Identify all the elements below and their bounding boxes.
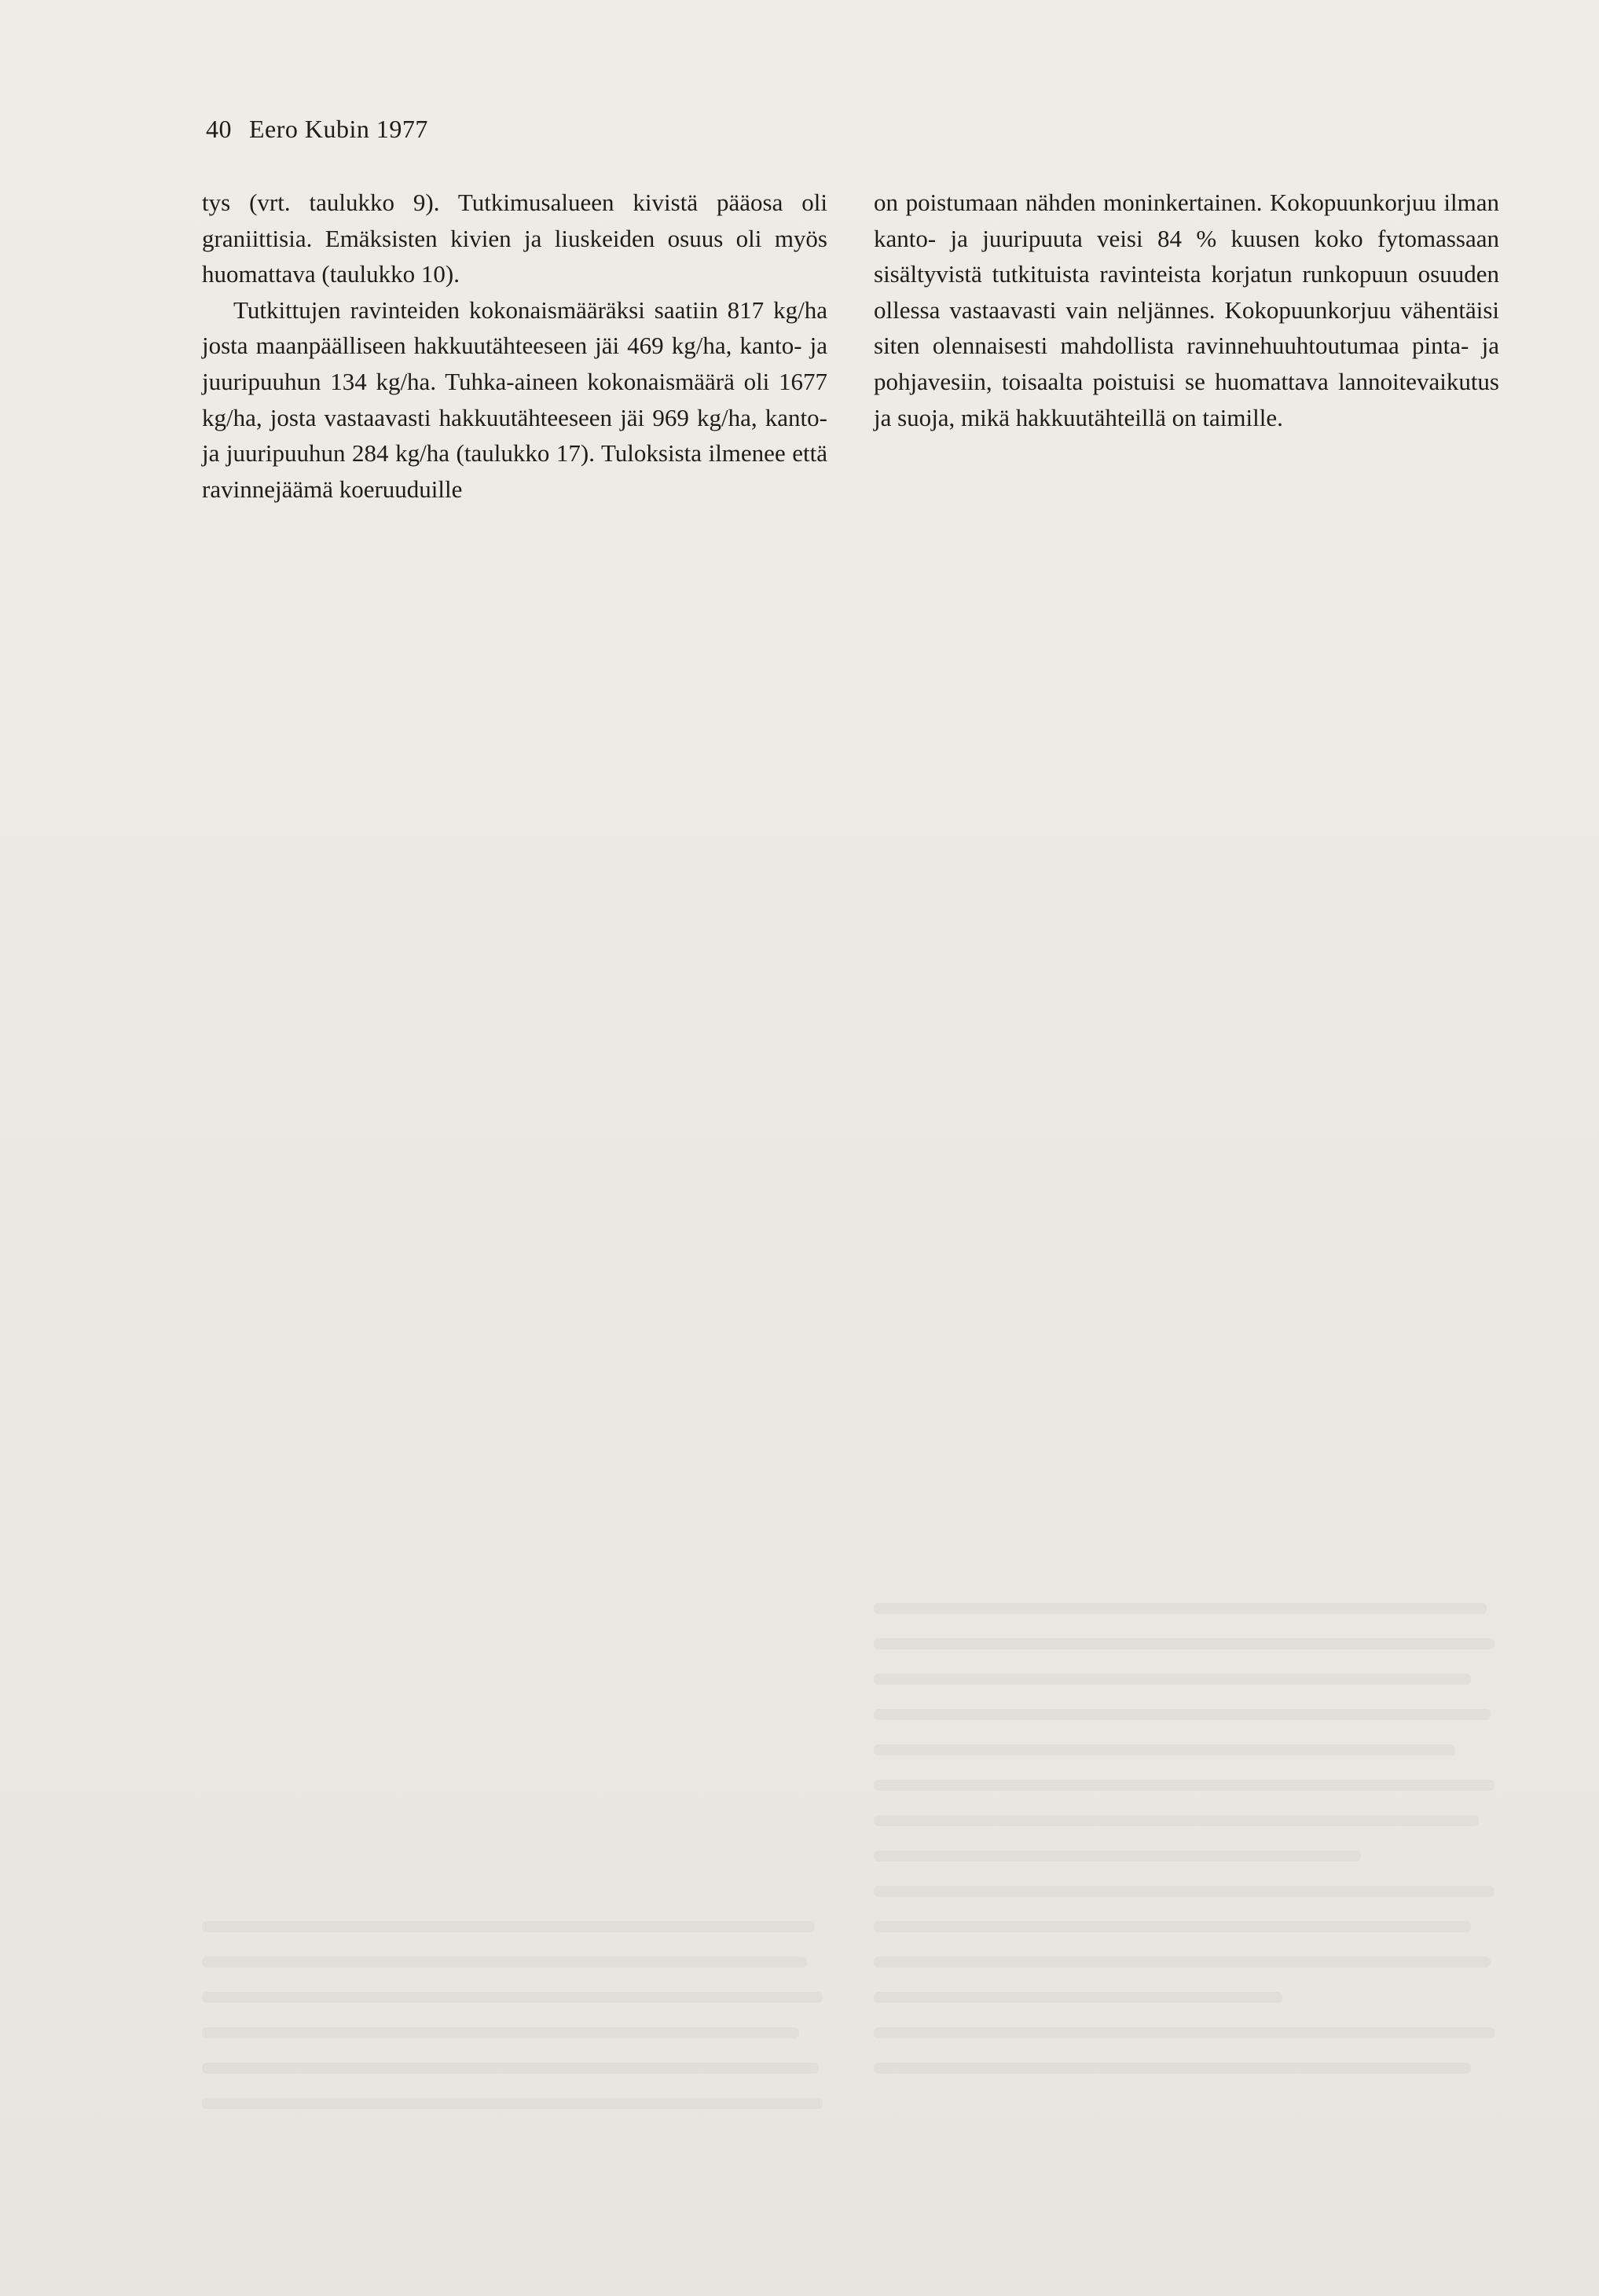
- paragraph: tys (vrt. taulukko 9). Tutkimusalueen kivistä pääosa oli graniittisia. Emäksisten kivien ja liuskeiden osuus oli myös huomattava (taulukko 10).: [202, 189, 827, 288]
- show-through-line: [202, 2027, 799, 2038]
- left-column: [202, 185, 827, 507]
- page-number: 40: [206, 115, 232, 143]
- show-through-line: [874, 1850, 1361, 1861]
- show-through-line: [874, 1744, 1455, 1755]
- show-through-line: [202, 2098, 823, 2109]
- running-header: [206, 115, 428, 144]
- show-through-line: [202, 1921, 815, 1932]
- show-through-line: [874, 1992, 1282, 2003]
- show-through-line: [202, 2063, 819, 2074]
- show-through-line: [874, 1886, 1494, 1897]
- show-through-line: [874, 1957, 1491, 1968]
- show-through-line: [874, 1674, 1471, 1685]
- show-through-line: [874, 1709, 1491, 1720]
- show-through-line: [874, 1780, 1494, 1791]
- show-through-line: [874, 2027, 1494, 2038]
- paragraph: on poistumaan nähden moninkertainen. Kokopuunkorjuu ilman kanto- ja juuripuuta veisi 84 % kuusen koko fytomassaan sisältyvistä tutkituista ravinteista korjatun runkopuun osuuden ollessa vastaavasti vain neljännes. Kokopuunkorjuu vähentäisi siten olennaisesti mahdollista ravinnehuuhtoutumaa pinta- ja pohjavesiin, toisaalta poistuisi se huomattava lannoitevaikutus ja suoja, mikä hakkuutähteillä on taimille.: [874, 189, 1499, 431]
- running-title: Eero Kubin 1977: [249, 115, 428, 143]
- show-through-line: [874, 1815, 1479, 1826]
- show-through-line: [202, 1992, 823, 2003]
- show-through-line: [874, 1638, 1494, 1649]
- show-through-line: [202, 1957, 807, 1968]
- right-column: [874, 185, 1499, 435]
- show-through-line: [874, 2063, 1471, 2074]
- show-through-line: [874, 1921, 1471, 1932]
- show-through-line: [874, 1603, 1487, 1614]
- paragraph: Tutkittujen ravinteiden kokonaismääräksi saatiin 817 kg/ha josta maanpäälliseen hakkuutähteeseen jäi 469 kg/ha, kanto- ja juuripuuhun 134 kg/ha. Tuhka-aineen kokonaismäärä oli 1677 kg/ha, josta vastaavasti hakkuutähteeseen jäi 969 kg/ha, kanto- ja juuripuuhun 284 kg/ha (taulukko 17). Tuloksista ilmenee että ravinnejäämä koeruuduille: [202, 295, 827, 503]
